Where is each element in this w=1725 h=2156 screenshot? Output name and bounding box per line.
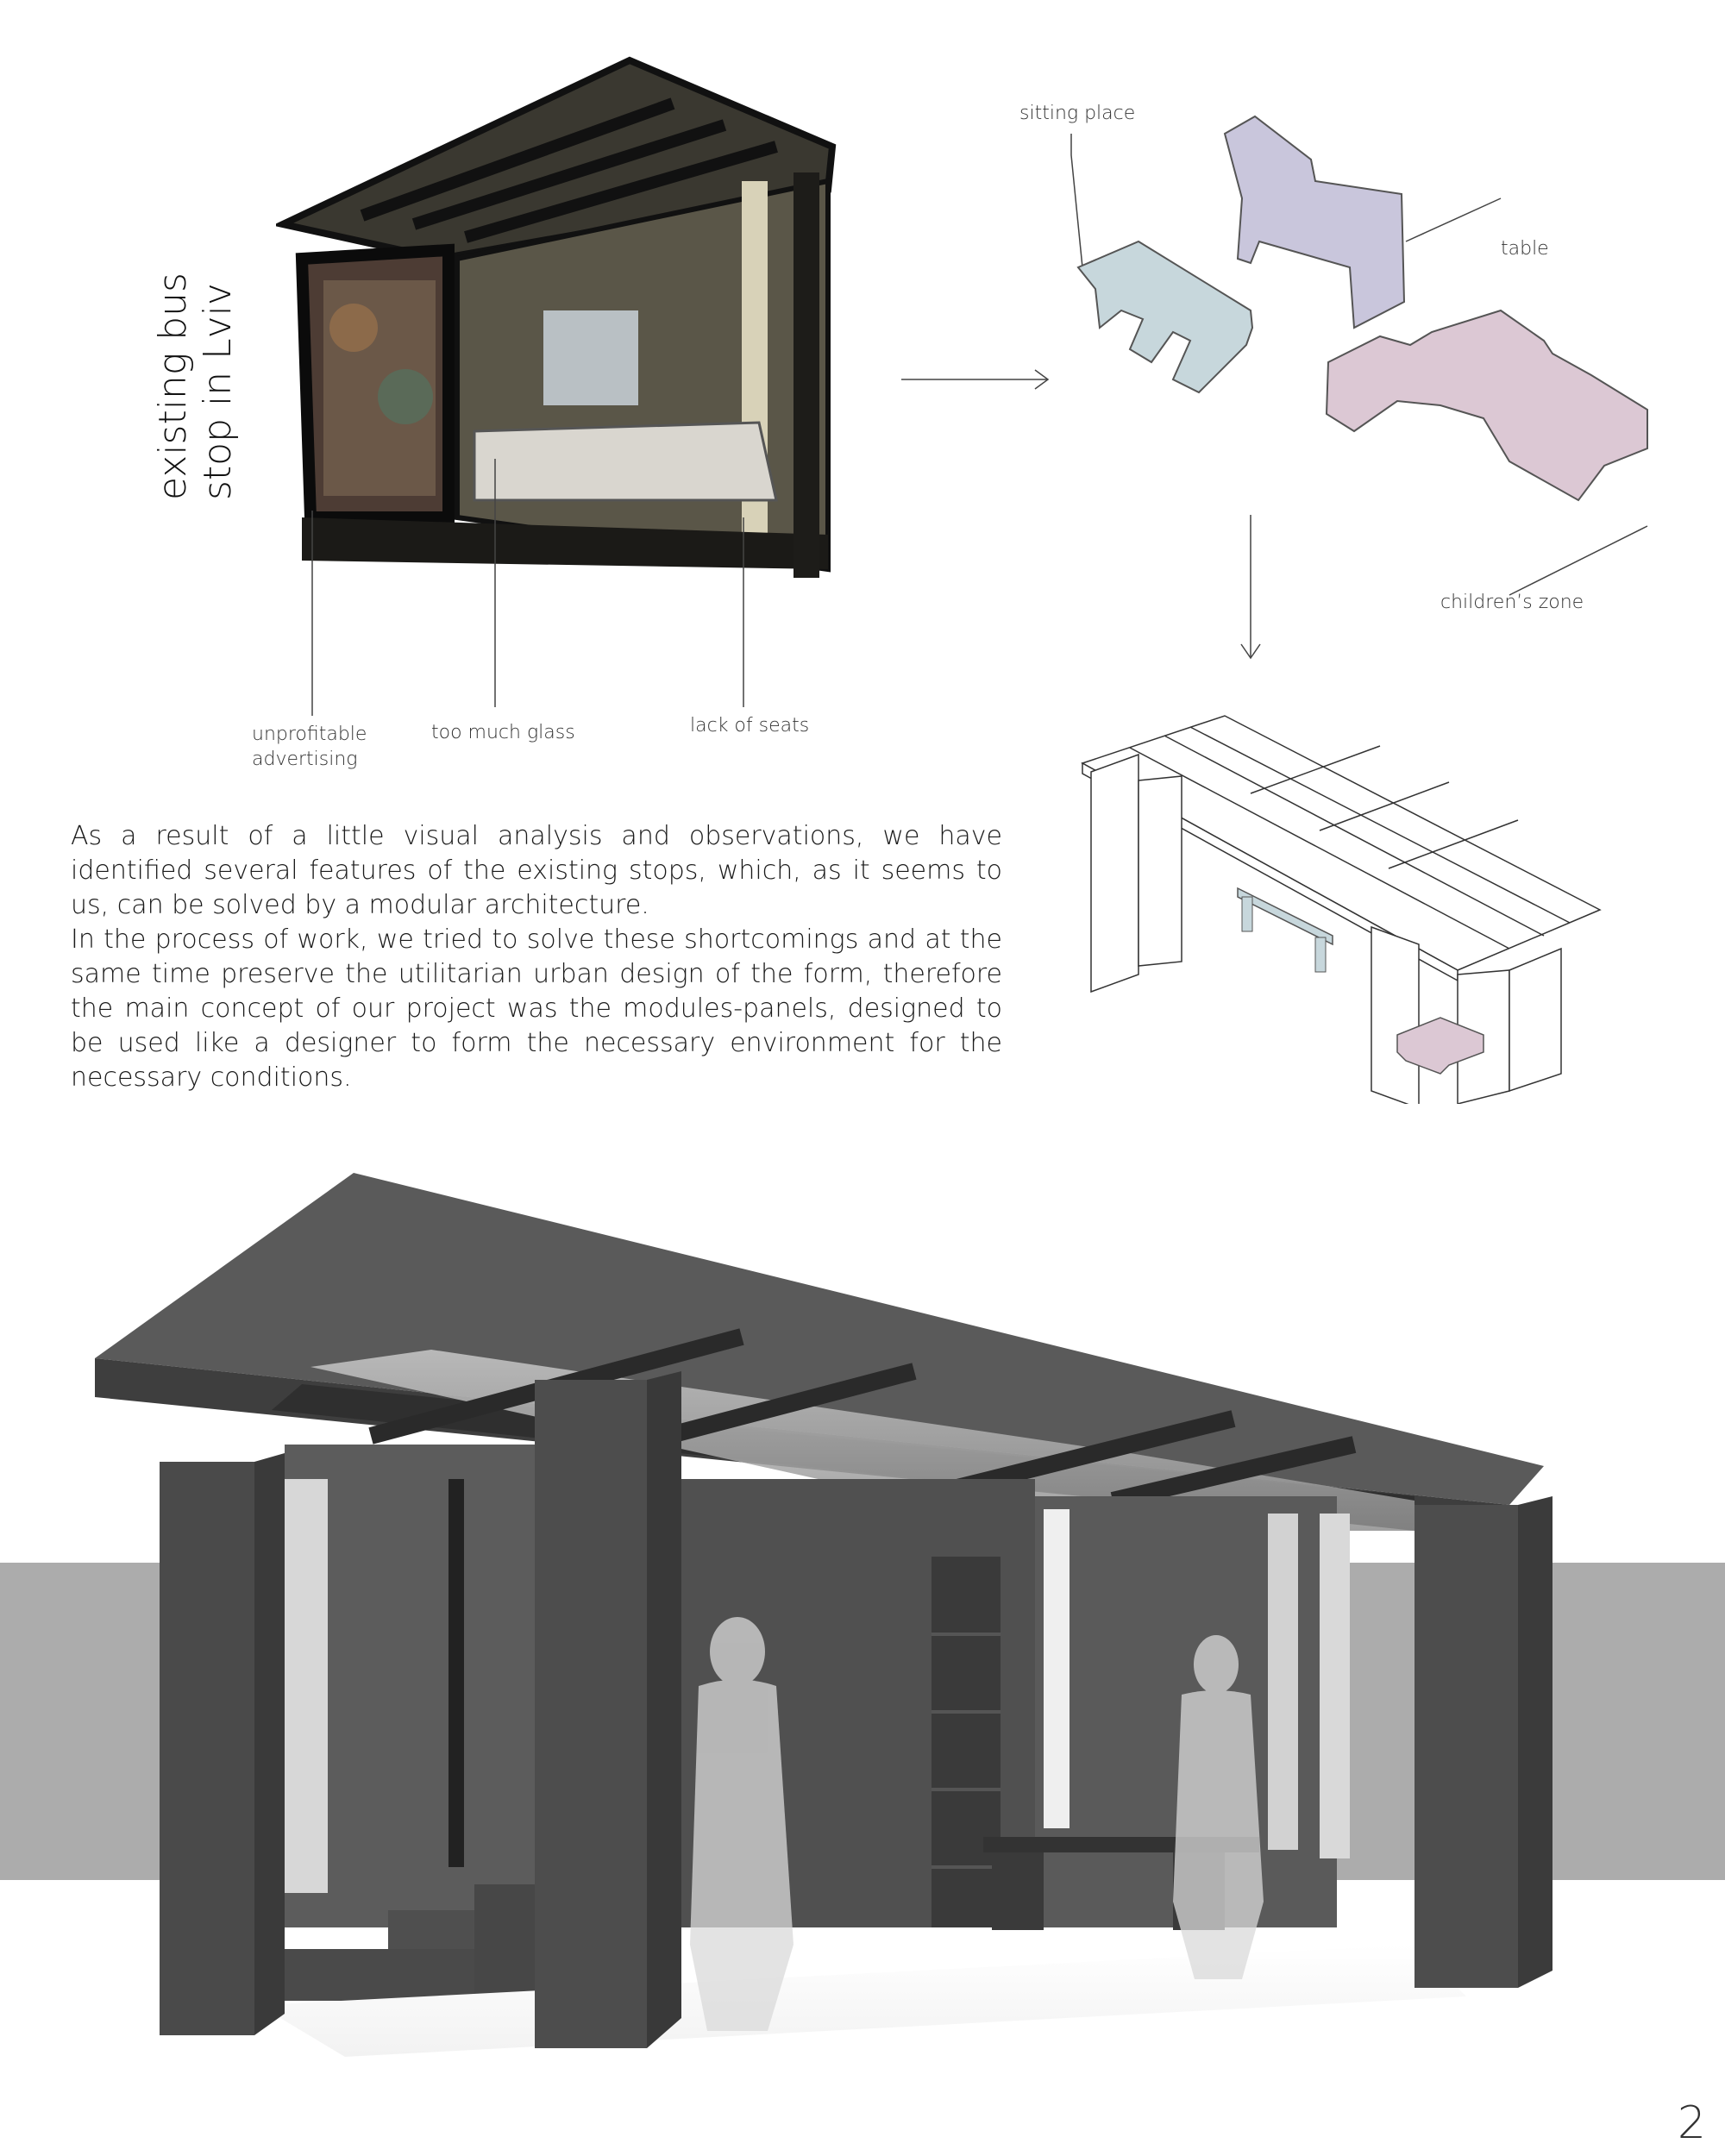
arrow-down-icon	[1238, 513, 1264, 664]
title-line-2: stop in Lviv	[195, 283, 240, 500]
label-lack-of-seats: lack of seats	[690, 715, 810, 736]
description-text	[71, 819, 1002, 1095]
label-too-much-glass: too much glass	[431, 722, 575, 743]
label-childrens-zone: children’s zone	[1440, 592, 1584, 613]
label-unprofitable-advertising: unprofitable advertising	[252, 724, 367, 770]
page-number: 2	[1677, 2097, 1706, 2149]
description-paragraph-2: In the process of work, we tried to solve these shortcomings and at the same time preserve the utilitarian urban design of the form, therefore the main concept of our project was the modules-panels, designed to be used like a designer to form the necessary environment for the necessary conditions.	[71, 924, 1002, 1093]
description-paragraph-1: As a result of a little visual analysis and observations, we have identified several features of the existing stops, which, as it seems to us, can be solved by a modular architecture.	[71, 821, 1002, 920]
label-table: table	[1501, 238, 1549, 260]
label-sitting-place: sitting place	[1019, 103, 1136, 124]
table-module	[1225, 116, 1404, 328]
bus-stop-render	[86, 1169, 1587, 2057]
module-diagram	[992, 95, 1682, 612]
assembled-stop-diagram	[1078, 711, 1613, 1104]
existing-stop-title	[151, 273, 241, 500]
annotation-lines	[0, 0, 862, 776]
sitting-module	[1078, 241, 1252, 392]
title-line-1: existing bus	[151, 273, 195, 500]
children-zone-module	[1327, 310, 1647, 500]
